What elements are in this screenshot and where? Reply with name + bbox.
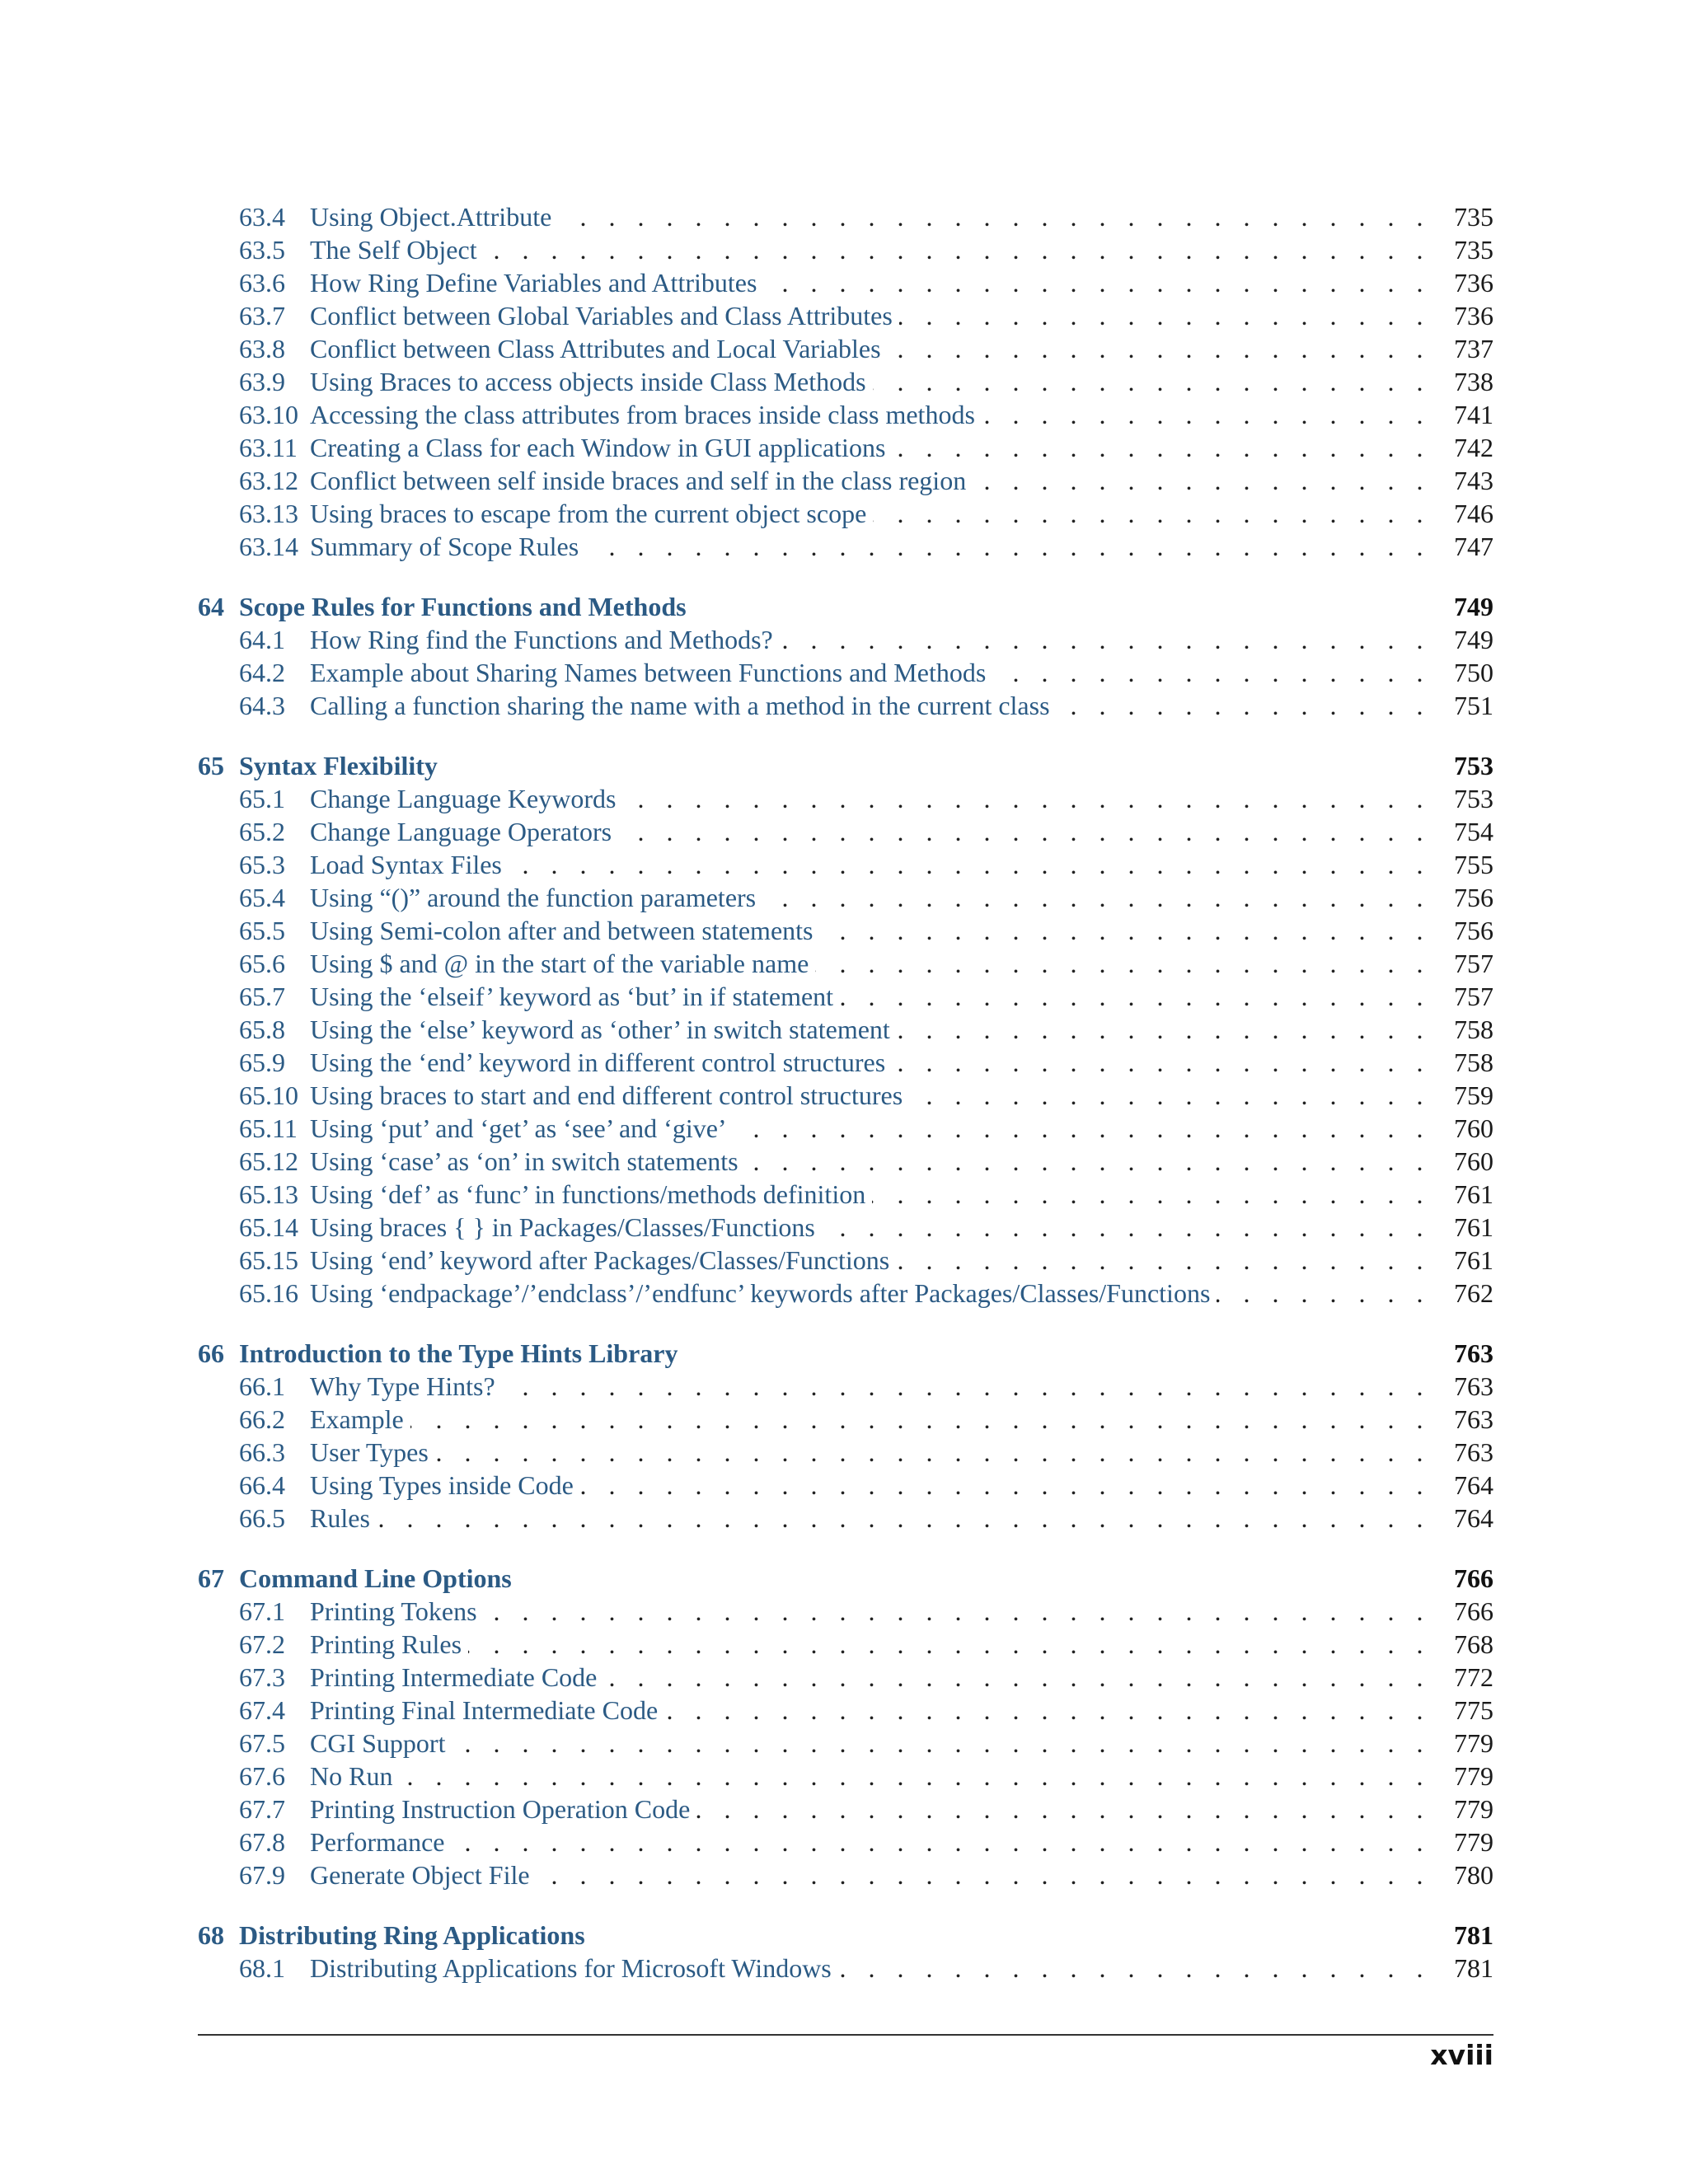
toc-section-entry[interactable] bbox=[198, 1370, 1493, 1403]
toc-entry-title[interactable]: Using Object.Attribute bbox=[310, 202, 552, 232]
toc-section-entry[interactable] bbox=[198, 1178, 1493, 1211]
toc-entry-number: 65.9 bbox=[239, 1047, 285, 1077]
toc-section-entry[interactable] bbox=[198, 947, 1493, 980]
toc-entry-page: 749 bbox=[1454, 625, 1493, 654]
toc-dot-leader bbox=[840, 980, 1431, 1013]
toc-entry-page: 746 bbox=[1454, 499, 1493, 528]
toc-section-entry[interactable] bbox=[198, 848, 1493, 881]
toc-dot-leader bbox=[896, 1244, 1431, 1277]
toc-entry-number: 63.10 bbox=[239, 400, 298, 429]
toc-entry-page: 763 bbox=[1454, 1371, 1493, 1401]
toc-dot-leader bbox=[992, 656, 1431, 689]
toc-section-entry[interactable] bbox=[198, 1858, 1493, 1891]
toc-section-entry[interactable] bbox=[198, 1079, 1493, 1112]
toc-dot-leader bbox=[780, 623, 1431, 656]
toc-dot-leader bbox=[762, 881, 1431, 914]
toc-entry-number: 65.7 bbox=[239, 982, 285, 1011]
toc-entry-page: 755 bbox=[1454, 850, 1493, 879]
toc-entry-number: 67.3 bbox=[239, 1662, 285, 1692]
toc-entry-number: 65.2 bbox=[239, 817, 285, 846]
toc-section-entry[interactable] bbox=[198, 1952, 1493, 1985]
toc-entry-number: 64.3 bbox=[239, 691, 285, 720]
toc-entry-page: 743 bbox=[1454, 466, 1493, 495]
page-number: xviii bbox=[1430, 2039, 1493, 2071]
footer-divider bbox=[198, 2034, 1493, 2036]
toc-entry-page: 762 bbox=[1454, 1278, 1493, 1308]
toc-entry-title[interactable]: Using ‘put’ and ‘get’ as ‘see’ and ‘give’ bbox=[310, 1113, 727, 1143]
toc-entry-number: 63.4 bbox=[239, 202, 285, 232]
toc-chapter-entry[interactable] bbox=[198, 1919, 1493, 1952]
toc-dot-leader bbox=[892, 1046, 1431, 1079]
toc-section-entry[interactable] bbox=[198, 914, 1493, 947]
toc-entry-number: 66.1 bbox=[239, 1371, 285, 1401]
toc-entry-number: 67.5 bbox=[239, 1728, 285, 1758]
toc-dot-leader bbox=[696, 1793, 1431, 1825]
toc-entry-number: 63.9 bbox=[239, 367, 285, 396]
toc-entry-page: 781 bbox=[1454, 1953, 1493, 1983]
toc-entry-title[interactable]: Using braces { } in Packages/Classes/Functions bbox=[310, 1212, 815, 1242]
toc-entry-page: 779 bbox=[1454, 1827, 1493, 1857]
toc-entry-number: 65.13 bbox=[239, 1179, 298, 1209]
toc-entry-page: 757 bbox=[1454, 982, 1493, 1011]
toc-entry-title[interactable]: Change Language Operators bbox=[310, 817, 612, 846]
toc-entry-number: 63.12 bbox=[239, 466, 298, 495]
toc-entry-number: 68 bbox=[198, 1920, 224, 1950]
toc-entry-title[interactable]: Printing Final Intermediate Code bbox=[310, 1695, 659, 1725]
toc-section-entry[interactable] bbox=[198, 530, 1493, 563]
toc-entry-number: 67.7 bbox=[239, 1794, 285, 1824]
toc-entry-title[interactable]: Syntax Flexibility bbox=[239, 751, 438, 780]
toc-entry-number: 65.16 bbox=[239, 1278, 298, 1308]
toc-section-entry[interactable] bbox=[198, 656, 1493, 689]
toc-entry-page: 764 bbox=[1454, 1470, 1493, 1500]
toc-section-entry[interactable] bbox=[198, 815, 1493, 848]
toc-entry-number: 66.3 bbox=[239, 1437, 285, 1467]
toc-entry-title[interactable]: Conflict between Global Variables and Class Attributes bbox=[310, 301, 893, 330]
toc-entry-number: 66 bbox=[198, 1338, 224, 1368]
toc-entry-title[interactable]: Using braces to escape from the current object scope bbox=[310, 499, 867, 528]
toc-dot-leader bbox=[377, 1502, 1431, 1535]
toc-dot-leader bbox=[580, 1469, 1431, 1502]
toc-entry-number: 65.4 bbox=[239, 883, 285, 912]
toc-entry-title[interactable]: Using the ‘elseif’ keyword as ‘but’ in if statement bbox=[310, 982, 834, 1011]
toc-chapter-entry[interactable] bbox=[198, 749, 1493, 782]
toc-entry-page: 772 bbox=[1454, 1662, 1493, 1692]
toc-entry-number: 65.10 bbox=[239, 1080, 298, 1110]
toc-dot-leader bbox=[838, 1952, 1431, 1985]
toc-dot-leader bbox=[451, 1825, 1431, 1858]
toc-entry-title[interactable]: Using Braces to access objects inside Class Methods bbox=[310, 367, 866, 396]
toc-entry-page: 763 bbox=[1454, 1404, 1493, 1434]
toc-dot-leader bbox=[909, 1079, 1431, 1112]
toc-entry-page: 749 bbox=[1454, 592, 1493, 621]
toc-chapter-entry[interactable] bbox=[198, 590, 1493, 623]
toc-entry-title[interactable]: Summary of Scope Rules bbox=[310, 532, 579, 561]
toc-dot-leader bbox=[888, 332, 1431, 365]
toc-entry-number: 64.1 bbox=[239, 625, 285, 654]
toc-entry-page: 780 bbox=[1454, 1860, 1493, 1890]
toc-section-entry[interactable] bbox=[198, 689, 1493, 722]
toc-dot-leader bbox=[763, 266, 1431, 299]
toc-entry-number: 67.8 bbox=[239, 1827, 285, 1857]
table-of-contents bbox=[198, 200, 1493, 1985]
toc-section-entry[interactable] bbox=[198, 1595, 1493, 1628]
toc-entry-number: 67.4 bbox=[239, 1695, 285, 1725]
toc-entry-page: 779 bbox=[1454, 1761, 1493, 1791]
toc-section-entry[interactable] bbox=[198, 1727, 1493, 1760]
toc-dot-leader bbox=[468, 1628, 1431, 1661]
toc-entry-title[interactable]: Printing Tokens bbox=[310, 1596, 477, 1626]
toc-dot-leader bbox=[603, 1661, 1431, 1694]
toc-dot-leader bbox=[618, 815, 1431, 848]
toc-dot-leader bbox=[822, 1211, 1431, 1244]
toc-chapter-entry[interactable] bbox=[198, 1337, 1493, 1370]
toc-entry-title[interactable]: Using Semi-colon after and between statements bbox=[310, 916, 814, 945]
toc-section-entry[interactable] bbox=[198, 266, 1493, 299]
toc-entry-page: 757 bbox=[1454, 949, 1493, 978]
toc-entry-number: 64.2 bbox=[239, 658, 285, 687]
toc-entry-page: 736 bbox=[1454, 301, 1493, 330]
toc-entry-title[interactable]: Distributing Ring Applications bbox=[239, 1920, 585, 1950]
toc-entry-number: 67.6 bbox=[239, 1761, 285, 1791]
toc-dot-leader bbox=[484, 233, 1431, 266]
toc-dot-leader bbox=[745, 1145, 1431, 1178]
toc-entry-title[interactable]: Creating a Class for each Window in GUI applications bbox=[310, 433, 886, 462]
toc-entry-number: 63.8 bbox=[239, 334, 285, 363]
toc-section-entry[interactable] bbox=[198, 1760, 1493, 1793]
toc-entry-page: 760 bbox=[1454, 1146, 1493, 1176]
toc-dot-leader bbox=[435, 1436, 1431, 1469]
toc-entry-page: 758 bbox=[1454, 1047, 1493, 1077]
toc-entry-page: 747 bbox=[1454, 532, 1493, 561]
toc-entry-number: 65.14 bbox=[239, 1212, 298, 1242]
toc-section-entry[interactable] bbox=[198, 1436, 1493, 1469]
toc-entry-page: 775 bbox=[1454, 1695, 1493, 1725]
toc-entry-page: 737 bbox=[1454, 334, 1493, 363]
toc-entry-number: 65.3 bbox=[239, 850, 285, 879]
toc-entry-number: 63.13 bbox=[239, 499, 298, 528]
toc-entry-title[interactable]: Printing Rules bbox=[310, 1629, 462, 1659]
toc-entry-title[interactable]: Why Type Hints? bbox=[310, 1371, 495, 1401]
toc-entry-title[interactable]: Example bbox=[310, 1404, 404, 1434]
toc-section-entry[interactable] bbox=[198, 1244, 1493, 1277]
toc-dot-leader bbox=[819, 914, 1431, 947]
toc-section-entry[interactable] bbox=[198, 881, 1493, 914]
toc-entry-title[interactable]: Using ‘endpackage’/’endclass’/’endfunc’ keywords after Packages/Classes/Functions bbox=[310, 1278, 1211, 1308]
toc-dot-leader bbox=[892, 431, 1431, 464]
toc-entry-page: 779 bbox=[1454, 1728, 1493, 1758]
toc-entry-title[interactable]: Distributing Applications for Microsoft Windows bbox=[310, 1953, 832, 1983]
toc-section-entry[interactable] bbox=[198, 623, 1493, 656]
toc-entry-title[interactable]: Using ‘def’ as ‘func’ in functions/methods definition bbox=[310, 1179, 866, 1209]
toc-section-entry[interactable] bbox=[198, 398, 1493, 431]
toc-entry-number: 63.14 bbox=[239, 532, 298, 561]
toc-section-entry[interactable] bbox=[198, 1046, 1493, 1079]
toc-entry-page: 766 bbox=[1454, 1563, 1493, 1593]
toc-entry-title[interactable]: CGI Support bbox=[310, 1728, 446, 1758]
toc-entry-title[interactable]: Calling a function sharing the name with a method in the current class bbox=[310, 691, 1050, 720]
toc-section-entry[interactable] bbox=[198, 1793, 1493, 1825]
toc-entry-number: 68.1 bbox=[239, 1953, 285, 1983]
toc-entry-title[interactable]: How Ring Define Variables and Attributes bbox=[310, 268, 757, 298]
toc-entry-number: 63.11 bbox=[239, 433, 298, 462]
toc-entry-number: 66.2 bbox=[239, 1404, 285, 1434]
toc-entry-page: 760 bbox=[1454, 1113, 1493, 1143]
toc-section-entry[interactable] bbox=[198, 200, 1493, 233]
toc-dot-leader bbox=[585, 530, 1431, 563]
toc-entry-page: 768 bbox=[1454, 1629, 1493, 1659]
toc-chapter-entry[interactable] bbox=[198, 1562, 1493, 1595]
toc-entry-page: 750 bbox=[1454, 658, 1493, 687]
toc-section-entry[interactable] bbox=[198, 497, 1493, 530]
toc-entry-title[interactable]: Conflict between Class Attributes and Local Variables bbox=[310, 334, 881, 363]
toc-entry-number: 63.5 bbox=[239, 235, 285, 265]
toc-entry-page: 779 bbox=[1454, 1794, 1493, 1824]
toc-section-entry[interactable] bbox=[198, 299, 1493, 332]
toc-dot-leader bbox=[622, 782, 1431, 815]
toc-section-entry[interactable] bbox=[198, 1211, 1493, 1244]
toc-entry-number: 65.6 bbox=[239, 949, 285, 978]
toc-entry-title[interactable]: Command Line Options bbox=[239, 1563, 512, 1593]
toc-entry-title[interactable]: Change Language Keywords bbox=[310, 784, 617, 813]
toc-entry-number: 66.5 bbox=[239, 1503, 285, 1533]
toc-entry-page: 741 bbox=[1454, 400, 1493, 429]
toc-entry-page: 738 bbox=[1454, 367, 1493, 396]
toc-entry-title[interactable]: The Self Object bbox=[310, 235, 477, 265]
toc-section-entry[interactable] bbox=[198, 332, 1493, 365]
toc-entry-title[interactable]: Using the ‘else’ keyword as ‘other’ in switch statement bbox=[310, 1015, 890, 1044]
toc-section-entry[interactable] bbox=[198, 464, 1493, 497]
toc-entry-title[interactable]: Using braces to start and end different control structures bbox=[310, 1080, 903, 1110]
toc-dot-leader bbox=[897, 1013, 1431, 1046]
toc-entry-number: 65.11 bbox=[239, 1113, 298, 1143]
toc-entry-page: 759 bbox=[1454, 1080, 1493, 1110]
toc-section-entry[interactable] bbox=[198, 1661, 1493, 1694]
toc-entry-page: 758 bbox=[1454, 1015, 1493, 1044]
toc-entry-title[interactable]: Example about Sharing Names between Functions and Methods bbox=[310, 658, 987, 687]
toc-entry-title[interactable]: Using $ and @ in the start of the variable name bbox=[310, 949, 809, 978]
toc-dot-leader bbox=[410, 1403, 1431, 1436]
toc-entry-title[interactable]: Using Types inside Code bbox=[310, 1470, 574, 1500]
toc-entry-title[interactable]: No Run bbox=[310, 1761, 393, 1791]
toc-section-entry[interactable] bbox=[198, 782, 1493, 815]
toc-section-entry[interactable] bbox=[198, 1628, 1493, 1661]
toc-entry-title[interactable]: User Types bbox=[310, 1437, 429, 1467]
toc-dot-leader bbox=[1057, 689, 1431, 722]
toc-entry-title[interactable]: Load Syntax Files bbox=[310, 850, 502, 879]
toc-entry-title[interactable]: Using “()” around the function parameters bbox=[310, 883, 757, 912]
toc-dot-leader bbox=[872, 1178, 1431, 1211]
toc-dot-leader bbox=[502, 1370, 1431, 1403]
toc-entry-title[interactable]: Using the ‘end’ keyword in different control structures bbox=[310, 1047, 886, 1077]
toc-entry-page: 736 bbox=[1454, 268, 1493, 298]
toc-entry-number: 67.2 bbox=[239, 1629, 285, 1659]
toc-dot-leader bbox=[982, 398, 1431, 431]
toc-entry-number: 65.15 bbox=[239, 1245, 298, 1275]
toc-entry-page: 761 bbox=[1454, 1212, 1493, 1242]
toc-entry-title[interactable]: Introduction to the Type Hints Library bbox=[239, 1338, 678, 1368]
toc-entry-page: 761 bbox=[1454, 1245, 1493, 1275]
toc-entry-title[interactable]: Using ‘case’ as ‘on’ in switch statements bbox=[310, 1146, 738, 1176]
toc-dot-leader bbox=[815, 947, 1431, 980]
toc-dot-leader bbox=[484, 1595, 1431, 1628]
toc-dot-leader bbox=[537, 1858, 1431, 1891]
toc-dot-leader bbox=[558, 200, 1431, 233]
toc-entry-title[interactable]: Scope Rules for Functions and Methods bbox=[239, 592, 687, 621]
toc-dot-leader bbox=[452, 1727, 1431, 1760]
toc-entry-title[interactable]: Generate Object File bbox=[310, 1860, 530, 1890]
toc-entry-number: 63.6 bbox=[239, 268, 285, 298]
toc-dot-leader bbox=[899, 299, 1431, 332]
toc-entry-title[interactable]: Performance bbox=[310, 1827, 445, 1857]
toc-section-entry[interactable] bbox=[198, 1469, 1493, 1502]
toc-entry-title[interactable]: Printing Intermediate Code bbox=[310, 1662, 598, 1692]
toc-dot-leader bbox=[399, 1760, 1431, 1793]
toc-entry-page: 754 bbox=[1454, 817, 1493, 846]
toc-entry-title[interactable]: Rules bbox=[310, 1503, 370, 1533]
toc-entry-number: 67.1 bbox=[239, 1596, 285, 1626]
toc-dot-leader bbox=[509, 848, 1431, 881]
toc-section-entry[interactable] bbox=[198, 1277, 1493, 1310]
toc-entry-page: 753 bbox=[1454, 751, 1493, 780]
toc-entry-number: 65.5 bbox=[239, 916, 285, 945]
toc-entry-number: 63.7 bbox=[239, 301, 285, 330]
toc-section-entry[interactable] bbox=[198, 1403, 1493, 1436]
toc-section-entry[interactable] bbox=[198, 1825, 1493, 1858]
toc-entry-number: 67 bbox=[198, 1563, 224, 1593]
toc-section-entry[interactable] bbox=[198, 1013, 1493, 1046]
toc-entry-number: 66.4 bbox=[239, 1470, 285, 1500]
toc-entry-page: 756 bbox=[1454, 883, 1493, 912]
toc-entry-number: 65.12 bbox=[239, 1146, 298, 1176]
toc-section-entry[interactable] bbox=[198, 1145, 1493, 1178]
toc-section-entry[interactable] bbox=[198, 1694, 1493, 1727]
toc-entry-page: 763 bbox=[1454, 1338, 1493, 1368]
toc-entry-page: 753 bbox=[1454, 784, 1493, 813]
toc-entry-number: 65.1 bbox=[239, 784, 285, 813]
toc-section-entry[interactable] bbox=[198, 233, 1493, 266]
toc-entry-number: 65.8 bbox=[239, 1015, 285, 1044]
toc-entry-page: 766 bbox=[1454, 1596, 1493, 1626]
toc-entry-page: 781 bbox=[1454, 1920, 1493, 1950]
toc-entry-title[interactable]: Accessing the class attributes from braces inside class methods bbox=[310, 400, 975, 429]
toc-dot-leader bbox=[734, 1112, 1431, 1145]
toc-section-entry[interactable] bbox=[198, 1112, 1493, 1145]
toc-dot-leader bbox=[873, 365, 1431, 398]
toc-entry-page: 763 bbox=[1454, 1437, 1493, 1467]
toc-dot-leader bbox=[973, 464, 1431, 497]
toc-entry-page: 742 bbox=[1454, 433, 1493, 462]
toc-entry-page: 756 bbox=[1454, 916, 1493, 945]
toc-section-entry[interactable] bbox=[198, 365, 1493, 398]
toc-section-entry[interactable] bbox=[198, 1502, 1493, 1535]
toc-dot-leader bbox=[664, 1694, 1431, 1727]
toc-entry-page: 735 bbox=[1454, 202, 1493, 232]
toc-dot-leader bbox=[1217, 1277, 1431, 1310]
toc-entry-page: 751 bbox=[1454, 691, 1493, 720]
toc-entry-title[interactable]: How Ring find the Functions and Methods? bbox=[310, 625, 773, 654]
toc-entry-title[interactable]: Conflict between self inside braces and self in the class region bbox=[310, 466, 967, 495]
toc-dot-leader bbox=[873, 497, 1431, 530]
toc-entry-page: 764 bbox=[1454, 1503, 1493, 1533]
toc-entry-number: 65 bbox=[198, 751, 224, 780]
toc-section-entry[interactable] bbox=[198, 431, 1493, 464]
toc-entry-number: 64 bbox=[198, 592, 224, 621]
toc-entry-title[interactable]: Printing Instruction Operation Code bbox=[310, 1794, 691, 1824]
toc-entry-page: 761 bbox=[1454, 1179, 1493, 1209]
toc-entry-page: 735 bbox=[1454, 235, 1493, 265]
toc-section-entry[interactable] bbox=[198, 980, 1493, 1013]
toc-entry-number: 67.9 bbox=[239, 1860, 285, 1890]
toc-entry-title[interactable]: Using ‘end’ keyword after Packages/Classes/Functions bbox=[310, 1245, 890, 1275]
